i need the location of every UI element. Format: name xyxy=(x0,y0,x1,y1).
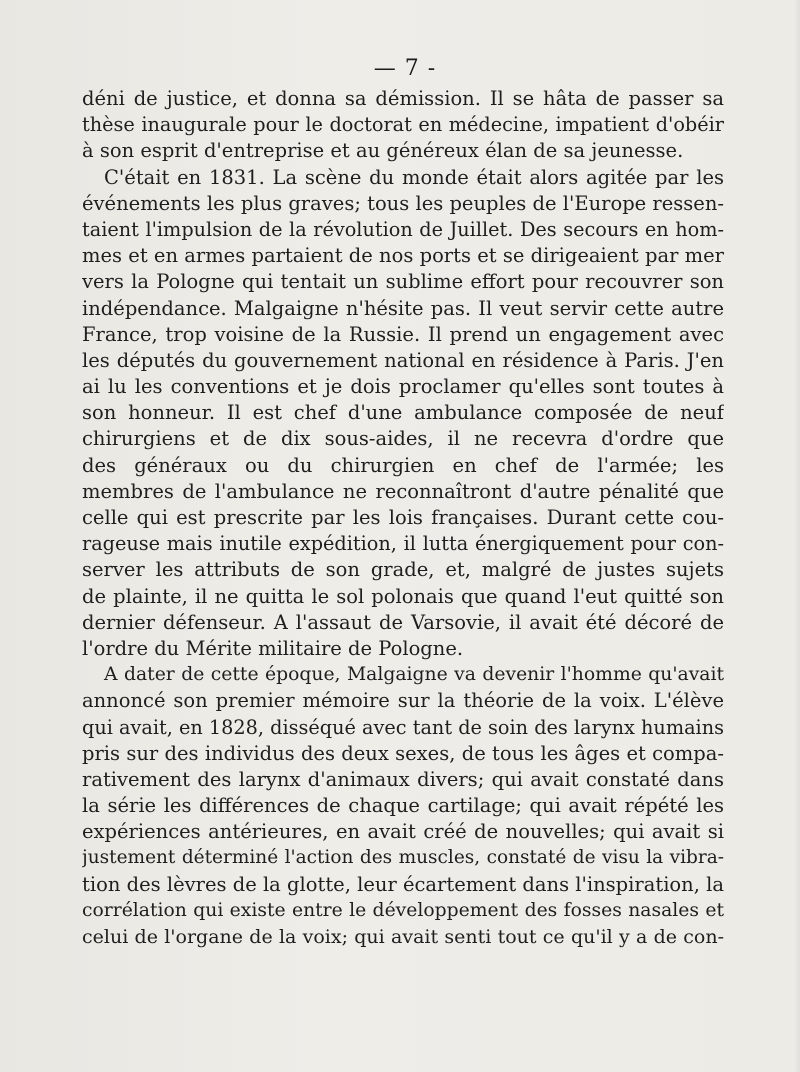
page-edge-shadow xyxy=(794,0,800,1072)
text-line: justement déterminé l'action des muscles, constaté de visu la vibra- xyxy=(82,847,724,869)
body-text xyxy=(82,86,724,950)
text-line: événements les plus graves; tous les peuples de l'Europe ressen- xyxy=(82,191,724,215)
text-line: server les attributs de son grade, et, malgré de justes sujets xyxy=(82,558,724,582)
text-line: membres de l'ambulance ne reconnaîtront d'autre pénalité que xyxy=(82,479,724,503)
text-line: celui de l'organe de la voix; qui avait senti tout ce qu'il y a de con- xyxy=(82,926,724,948)
text-line: mes et en armes partaient de nos ports et se dirigeaient par mer xyxy=(82,244,724,268)
text-line: dernier défenseur. A l'assaut de Varsovie, il avait été décoré de xyxy=(82,610,724,634)
text-line: qui avait, en 1828, disséqué avec tant de soin des larynx humains xyxy=(82,715,724,739)
text-line: pris sur des individus des deux sexes, de tous les âges et compa- xyxy=(82,741,724,765)
text-line: indépendance. Malgaigne n'hésite pas. Il veut servir cette autre xyxy=(82,296,724,320)
text-line: de plainte, il ne quitta le sol polonais que quand l'eut quitté son xyxy=(82,584,724,608)
text-line: à son esprit d'entreprise et au généreux élan de sa jeunesse. xyxy=(82,139,684,163)
text-line: celle qui est prescrite par les lois françaises. Durant cette cou- xyxy=(82,506,724,529)
page-number: — 7 - xyxy=(373,56,437,81)
text-line: thèse inaugurale pour le doctorat en médecine, impatient d'obéir xyxy=(82,113,724,137)
text-line: annoncé son premier mémoire sur la théorie de la voix. L'élève xyxy=(82,689,724,713)
text-line: l'ordre du Mérite militaire de Pologne. xyxy=(82,636,464,660)
text-line: son honneur. Il est chef d'une ambulance composée de neuf xyxy=(82,401,724,425)
text-line: chirurgiens et de dix sous-aides, il ne recevra d'ordre que xyxy=(82,427,724,451)
text-line: rativement des larynx d'animaux divers; qui avait constaté dans xyxy=(82,767,724,791)
text-line: les députés du gouvernement national en résidence à Paris. J'en xyxy=(82,348,724,372)
text-line: la série les différences de chaque cartilage; qui avait répété les xyxy=(82,794,724,818)
text-line: déni de justice, et donna sa démission. Il se hâta de passer sa xyxy=(82,87,724,110)
text-line: ai lu les conventions et je dois proclamer qu'elles sont toutes à xyxy=(82,375,724,399)
text-line: A dater de cette époque, Malgaigne va devenir l'homme qu'avait xyxy=(104,664,724,686)
text-line: vers la Pologne qui tentait un sublime effort pour recouvrer son xyxy=(82,270,724,294)
text-line: rageuse mais inutile expédition, il lutta énergiquement pour con- xyxy=(82,532,724,556)
text-line: corrélation qui existe entre le développement des fosses nasales et xyxy=(82,899,724,921)
text-line: France, trop voisine de la Russie. Il prend un engagement avec xyxy=(82,322,724,346)
text-line: C'était en 1831. La scène du monde était alors agitée par les xyxy=(104,165,724,189)
text-line: taient l'impulsion de la révolution de Juillet. Des secours en hom- xyxy=(82,217,724,241)
text-line: expériences antérieures, en avait créé de nouvelles; qui avait si xyxy=(82,820,724,844)
text-line: tion des lèvres de la glotte, leur écartement dans l'inspiration, la xyxy=(82,872,724,896)
text-line: des généraux ou du chirurgien en chef de l'armée; les xyxy=(82,453,724,477)
